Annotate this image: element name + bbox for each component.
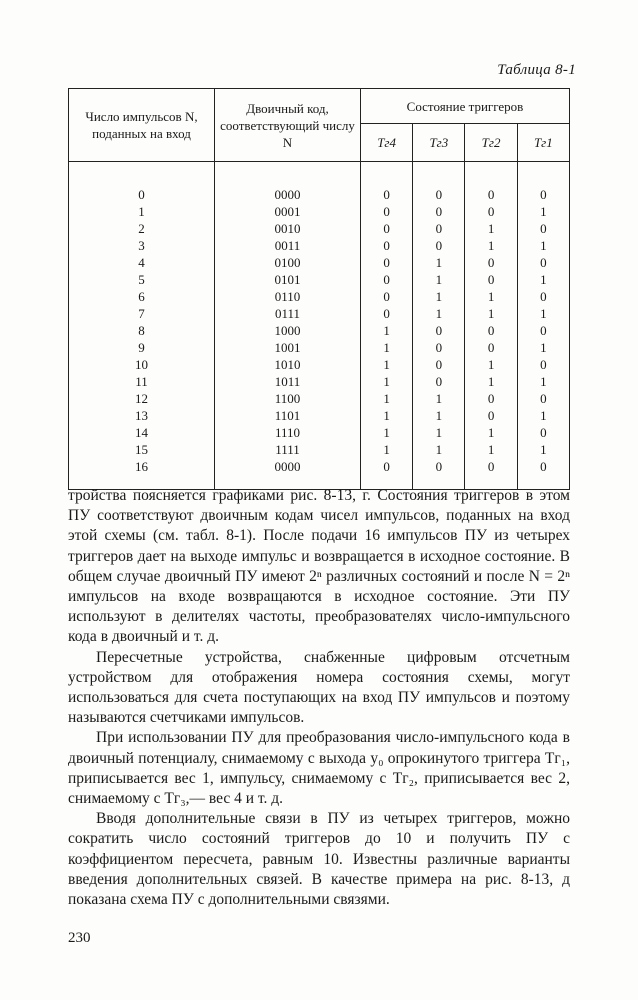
table-cell: 0	[517, 288, 569, 305]
table-cell: 0	[413, 203, 465, 220]
table-cell: 1011	[215, 373, 361, 390]
table-row	[69, 322, 570, 339]
table-cell: 0	[413, 186, 465, 203]
table-cell: 1	[361, 407, 413, 424]
table-cell: 0010	[215, 220, 361, 237]
table-cell: 1	[361, 424, 413, 441]
table-cell: 1	[361, 339, 413, 356]
table-row	[69, 254, 570, 271]
table-cell: 0	[361, 220, 413, 237]
table-cell: 0	[361, 288, 413, 305]
table-caption: Таблица 8-1	[497, 62, 576, 78]
page-number: 230	[68, 930, 91, 946]
paragraph-4: Вводя дополнительные связи в ПУ из четырех триггеров, можно сократить число состояний триггеров до 10 и получить ПУ с коэффициентом пересчета, равным 10. Известны различные варианты введения дополнительных связей. В качестве примера на рис. 8-13, д показана схема ПУ с дополнительными связями.	[68, 810, 570, 909]
table-row	[69, 271, 570, 288]
table-row	[69, 220, 570, 237]
table-row	[69, 186, 570, 203]
table-cell: 0	[413, 220, 465, 237]
table-cell: 0	[465, 203, 517, 220]
table-cell: 1	[465, 441, 517, 458]
table-cell: 3	[69, 237, 215, 254]
table-cell: 1	[465, 288, 517, 305]
table-cell: 1	[413, 390, 465, 407]
paragraph-1: тройства поясняется графиками рис. 8-13, г. Состояния триггеров в этом ПУ соответствуют двоичным кодам чисел импульсов, поданных на вход этой схемы (см. табл. 8-1). После подачи 16 импульсов ПУ из четырех триггеров дает на выходе импульс и возвращается в исходное состояние. В общем случае двоичный ПУ имеют 2ⁿ различных состояний и после N = 2ⁿ импульсов на входе возвращаются в исходное состояние. Эти ПУ используют в делителях частоты, преобразователях число-импульсного кода в двоичный и т. д.	[68, 487, 570, 646]
table-cell: 1	[361, 373, 413, 390]
header-trigger-4: Tг4	[361, 124, 413, 162]
table-cell: 1	[413, 441, 465, 458]
table-row	[69, 339, 570, 356]
table-cell: 1111	[215, 441, 361, 458]
table-cell: 1	[465, 373, 517, 390]
table-cell: 1	[413, 305, 465, 322]
table-cell: 0	[465, 254, 517, 271]
table-cell: 0	[361, 271, 413, 288]
body-text	[68, 486, 570, 910]
table-cell: 0	[413, 356, 465, 373]
table-cell: 1	[517, 203, 569, 220]
trigger-state-table	[68, 88, 570, 490]
table-cell: 0110	[215, 288, 361, 305]
table-row	[69, 458, 570, 490]
table-cell: 1010	[215, 356, 361, 373]
table-row	[69, 288, 570, 305]
table-cell: 11	[69, 373, 215, 390]
table-row	[69, 390, 570, 407]
table-cell: 0	[413, 373, 465, 390]
table-cell: 0100	[215, 254, 361, 271]
table-cell: 1	[465, 356, 517, 373]
paragraph-3: При использовании ПУ для преобразования число-импульсного кода в двоичный потенциалу, снимаемому с выхода y₀ опрокинутого триггера Tг₁, приписывается вес 1, импульсу, снимаемому с Tг₂, приписывается вес 2, снимаемому с Tг₃,— вес 4 и т. д.	[68, 729, 570, 808]
table-cell: 0	[465, 407, 517, 424]
table-cell: 0	[361, 237, 413, 254]
table-cell: 1000	[215, 322, 361, 339]
table-cell: 10	[69, 356, 215, 373]
table-body	[69, 162, 570, 490]
table-cell: 0001	[215, 203, 361, 220]
table-cell: 0	[361, 305, 413, 322]
table-cell: 7	[69, 305, 215, 322]
table-row	[69, 203, 570, 220]
table-cell: 0	[465, 271, 517, 288]
header-trigger-state: Состояние триггеров	[361, 89, 570, 124]
table-cell: 1	[69, 203, 215, 220]
table-cell: 0011	[215, 237, 361, 254]
table-cell: 6	[69, 288, 215, 305]
table-cell: 1	[517, 373, 569, 390]
table-cell: 0	[361, 186, 413, 203]
paragraph-2: Пересчетные устройства, снабженные цифровым отсчетным устройством для отображения номера состояния схемы, могут использоваться для счета поступающих на вход ПУ импульсов и поэтому называются счетчиками импульсов.	[68, 648, 570, 727]
table-cell: 1	[361, 322, 413, 339]
table-cell: 5	[69, 271, 215, 288]
table-row	[69, 305, 570, 322]
table-cell: 1	[517, 305, 569, 322]
table-cell: 1	[361, 390, 413, 407]
table-cell: 16	[69, 458, 215, 490]
table-cell: 1	[517, 407, 569, 424]
table-cell: 0	[465, 322, 517, 339]
table-row	[69, 237, 570, 254]
table-cell: 0	[465, 339, 517, 356]
table-cell: 9	[69, 339, 215, 356]
table-cell: 1	[517, 441, 569, 458]
table-cell: 0	[413, 237, 465, 254]
table-cell: 15	[69, 441, 215, 458]
table-cell: 0	[413, 339, 465, 356]
table-cell: 1	[361, 356, 413, 373]
table-cell: 1	[517, 237, 569, 254]
table-cell: 0	[465, 458, 517, 490]
table-cell: 1	[413, 424, 465, 441]
table-cell: 1	[465, 220, 517, 237]
table-cell: 0	[517, 390, 569, 407]
table-cell: 0	[517, 458, 569, 490]
table-row	[69, 373, 570, 390]
table-cell: 0	[517, 322, 569, 339]
table-cell: 13	[69, 407, 215, 424]
table-cell: 1100	[215, 390, 361, 407]
table-row	[69, 407, 570, 424]
table-spacer-row	[69, 162, 570, 187]
table-cell: 0	[361, 254, 413, 271]
table-cell: 0000	[215, 186, 361, 203]
table-cell: 0111	[215, 305, 361, 322]
table-cell: 0101	[215, 271, 361, 288]
table-cell: 1	[465, 305, 517, 322]
table-cell: 0	[465, 186, 517, 203]
table-cell: 1	[465, 237, 517, 254]
table-cell: 0	[517, 254, 569, 271]
table-cell: 2	[69, 220, 215, 237]
header-trigger-1: Tг1	[517, 124, 569, 162]
table-cell: 1	[517, 271, 569, 288]
table-cell: 0	[361, 203, 413, 220]
table-cell: 1	[413, 254, 465, 271]
table-cell: 1001	[215, 339, 361, 356]
table-cell: 1101	[215, 407, 361, 424]
table-cell: 4	[69, 254, 215, 271]
header-pulse-count: Число импульсов N, поданных на вход	[69, 89, 215, 162]
table-cell: 0	[517, 220, 569, 237]
table-cell: 0	[517, 356, 569, 373]
table-cell: 1	[361, 441, 413, 458]
table-cell: 1	[413, 407, 465, 424]
table-row	[69, 424, 570, 441]
table-cell: 0	[517, 424, 569, 441]
table-cell: 1110	[215, 424, 361, 441]
table-cell: 1	[413, 271, 465, 288]
table-cell: 0	[413, 322, 465, 339]
header-binary-code: Двоичный код, соответствующий числу N	[215, 89, 361, 162]
table-cell: 1	[413, 288, 465, 305]
table-cell: 8	[69, 322, 215, 339]
header-trigger-3: Tг3	[413, 124, 465, 162]
table-cell: 0	[465, 390, 517, 407]
table-cell: 0	[69, 186, 215, 203]
table-row	[69, 441, 570, 458]
table-cell: 1	[517, 339, 569, 356]
header-trigger-2: Tг2	[465, 124, 517, 162]
table-cell: 0000	[215, 458, 361, 490]
table-cell: 0	[413, 458, 465, 490]
table-row	[69, 356, 570, 373]
table-cell: 14	[69, 424, 215, 441]
table-cell: 12	[69, 390, 215, 407]
table-cell: 1	[465, 424, 517, 441]
table-cell: 0	[517, 186, 569, 203]
table-cell: 0	[361, 458, 413, 490]
